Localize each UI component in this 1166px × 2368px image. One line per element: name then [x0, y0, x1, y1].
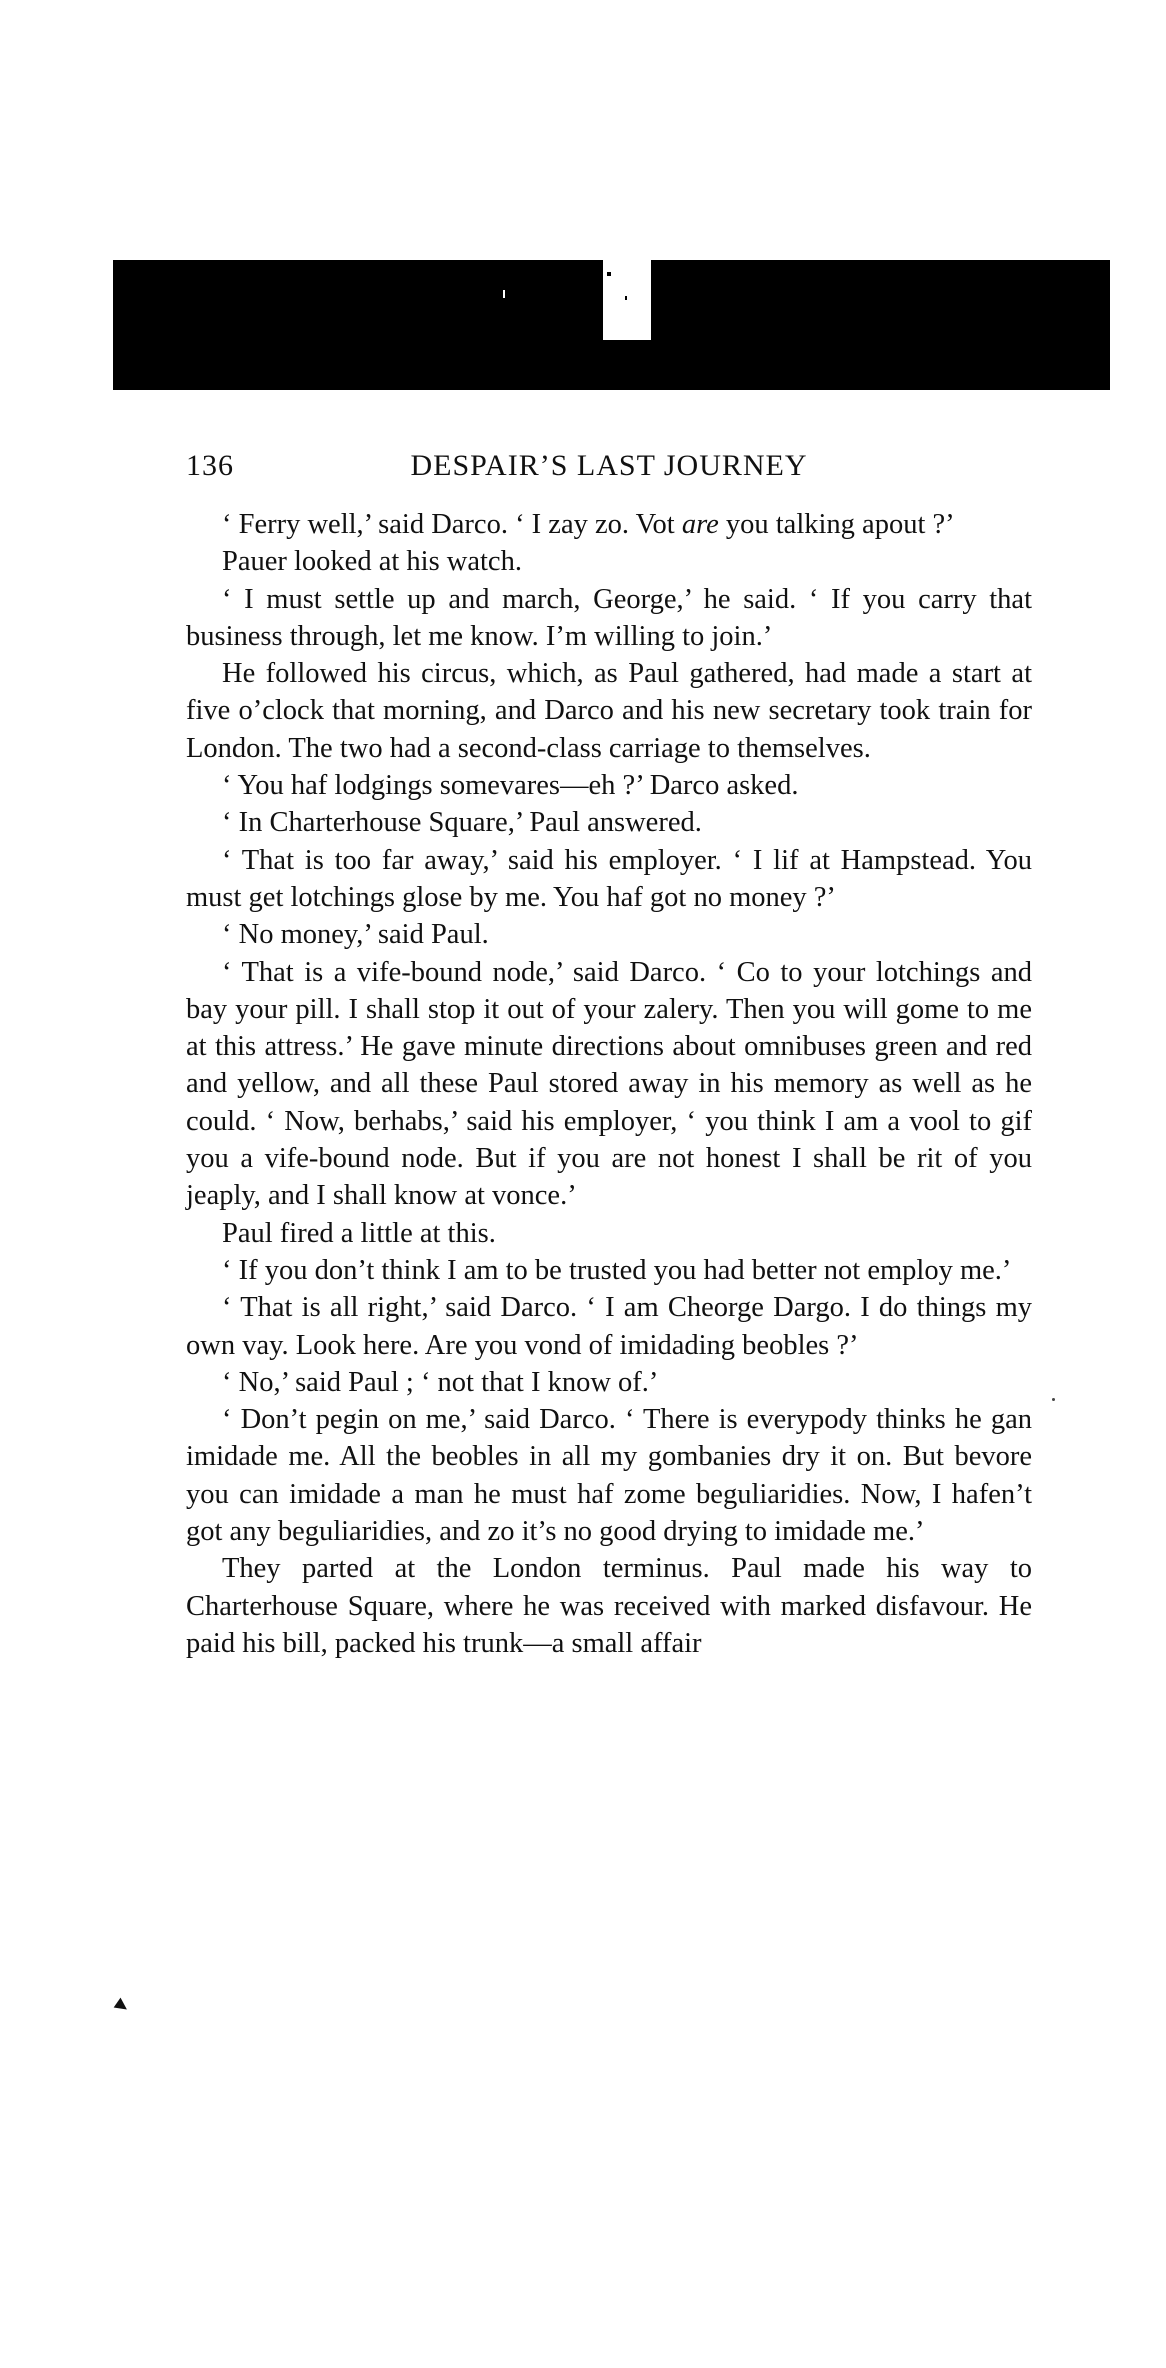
paragraph: ‘ That is too far away,’ said his employer. ‘ I lif at Hampstead. You must get lotchings glose by me. You haf got no money ?’ [186, 844, 1032, 913]
scan-artifact-tab [603, 260, 651, 340]
scan-corner-mark [114, 1998, 131, 2015]
paragraph: ‘ In Charterhouse Square,’ Paul answered. [222, 807, 702, 839]
page-number: 136 [186, 449, 234, 482]
paragraph: ‘ No money,’ said Paul. [222, 919, 489, 951]
paragraph: He followed his circus, which, as Paul gathered, had made a start at five o’clock that morning, and Darco and his new secretary took train for London. The two had a second-class carriage to themselves. [186, 658, 1032, 764]
paragraph: ‘ That is all right,’ said Darco. ‘ I am Cheorge Dargo. I do things my own vay. Look here. Are you vond of imidading beobles ?’ [186, 1292, 1032, 1361]
paragraph: They parted at the London terminus. Paul made his way to Charterhouse Square, where he was received with marked disfavour. He paid his bill, packed his trunk—a small affair [186, 1553, 1032, 1659]
paragraph: Pauer looked at his watch. [222, 546, 522, 578]
running-head [186, 448, 1032, 484]
body-text [186, 506, 1032, 1662]
paragraph: ‘ If you don’t think I am to be trusted you had better not employ me.’ [222, 1254, 1012, 1286]
running-title: DESPAIR’S LAST JOURNEY [410, 449, 808, 482]
paragraph: ‘ You haf lodgings somevares—eh ?’ Darco asked. [222, 770, 799, 802]
paragraph: Paul fired a little at this. [222, 1217, 496, 1249]
scan-black-band [113, 260, 1110, 390]
paragraph: ‘ Ferry well,’ said Darco. ‘ I zay zo. Vot are you talking apout ?’ [222, 509, 955, 540]
paragraph: ‘ Don’t pegin on me,’ said Darco. ‘ There is everypody thinks he gan imidade me. All the beobles in all my gombanies dry it on. But bevore you can imidade a man he must haf zome beguliaridies. Now, I hafen’t got any beguliaridies, and zo it’s no good drying to imidade me.’ [186, 1404, 1032, 1548]
italic-emphasis: are [681, 509, 719, 540]
paragraph: ‘ I must settle up and march, George,’ he said. ‘ If you carry that business through, let me know. I’m willing to join.’ [186, 583, 1032, 652]
paragraph: ‘ No,’ said Paul ; ‘ not that I know of.’ [222, 1366, 659, 1398]
scan-speck [1052, 1398, 1055, 1401]
scan-artifact-speck [503, 290, 505, 298]
paragraph: ‘ That is a vife-bound node,’ said Darco. ‘ Co to your lotchings and bay your pill. I shall stop it out of your zalery. Then you will gome to me at this attress.’ He gave minute directions about omnibuses green and red and yellow, and all these Paul stored away in his memory as well as he could. ‘ Now, berhabs,’ said his employer, ‘ you think I am a vool to gif you a vife-bound node. But if you are not honest I shall be rit of you jeaply, and I shall know at vonce.’ [186, 956, 1032, 1212]
